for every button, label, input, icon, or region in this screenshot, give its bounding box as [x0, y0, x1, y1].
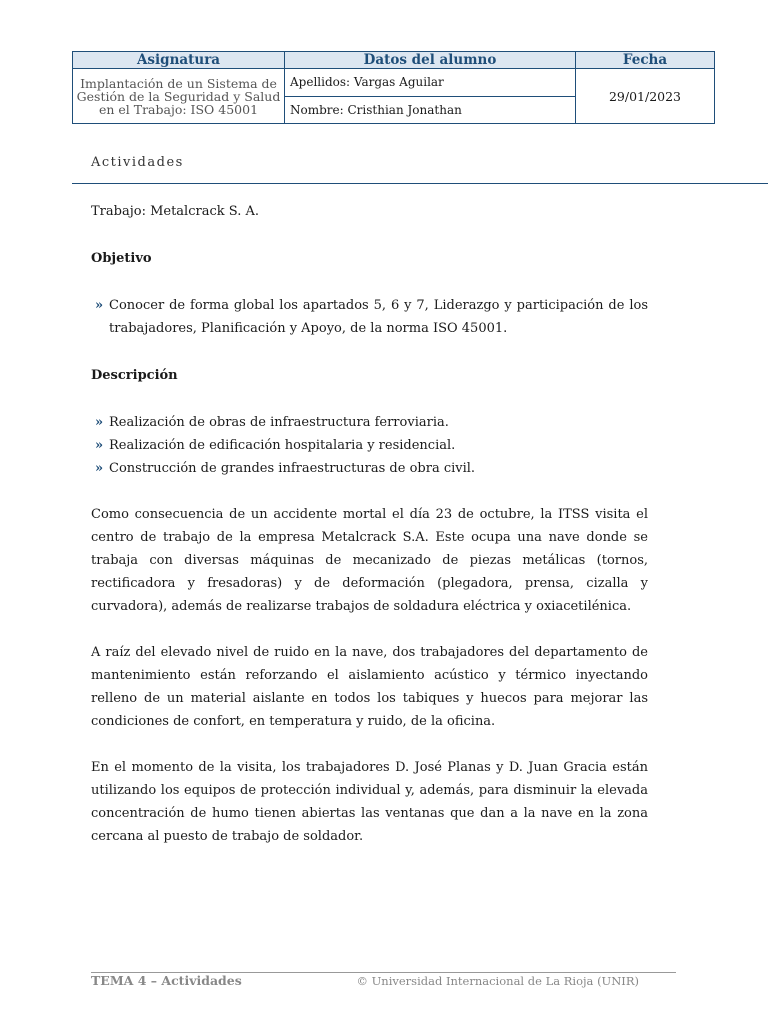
student-surname: Apellidos: Vargas Aguilar	[285, 69, 576, 97]
bullet-icon: »	[95, 461, 104, 476]
header-date-label: Fecha	[576, 52, 715, 69]
list-item: » Realización de obras de infraestructura ferroviaria.	[91, 411, 648, 434]
document-body	[91, 200, 648, 848]
description-heading: Descripción	[91, 368, 178, 383]
objective-heading: Objetivo	[91, 251, 152, 266]
submission-date: 29/01/2023	[576, 69, 715, 124]
section-divider	[72, 183, 768, 184]
subject-name: Implantación de un Sistema de Gestión de la Seguridad y Salud en el Trabajo: ISO 45001	[73, 69, 285, 124]
paragraph: Como consecuencia de un accidente mortal el día 23 de octubre, la ITSS visita el centro de trabajo de la empresa Metalcrack S.A. Este ocupa una nave donde se trabaja con diversas máquinas de mecanizado de piezas metálicas (tornos, rectificadora y fresadoras) y de deformación (plegadora, prensa, cizalla y curvadora), además de realizarse trabajos de soldadura eléctrica y oxiacetilénica.	[91, 507, 648, 614]
footer-copyright: © Universidad Internacional de La Rioja (UNIR)	[356, 974, 639, 988]
list-item: » Conocer de forma global los apartados 5, 6 y 7, Liderazgo y participación de los trabajadores, Planificación y Apoyo, de la norma ISO 45001.	[91, 294, 648, 340]
description-list	[91, 411, 648, 480]
paragraph: A raíz del elevado nivel de ruido en la nave, dos trabajadores del departamento de mantenimiento están reforzando el aislamiento acústico y térmico inyectando relleno de un material aislante en todos los tabiques y huecos para mejorar las condiciones de confort, en temperatura y ruido, de la oficina.	[91, 645, 648, 729]
footer-topic: TEMA 4 – Actividades	[91, 973, 242, 988]
header-table	[72, 51, 715, 124]
section-title: Actividades	[91, 155, 184, 170]
student-name: Nombre: Cristhian Jonathan	[285, 96, 576, 124]
bullet-icon: »	[95, 415, 104, 430]
work-title: Trabajo: Metalcrack S. A.	[91, 204, 259, 219]
bullet-icon: »	[95, 298, 104, 313]
paragraph: En el momento de la visita, los trabajadores D. José Planas y D. Juan Gracia están utilizando los equipos de protección individual y, además, para disminuir la elevada concentración de humo tienen abiertas las ventanas que dan a la nave en la zona cercana al puesto de trabajo de soldador.	[91, 760, 648, 844]
header-student-label: Datos del alumno	[285, 52, 576, 69]
objective-list	[91, 294, 648, 340]
bullet-icon: »	[95, 438, 104, 453]
list-item: » Construcción de grandes infraestructuras de obra civil.	[91, 457, 648, 480]
header-subject-label: Asignatura	[73, 52, 285, 69]
list-item: » Realización de edificación hospitalaria y residencial.	[91, 434, 648, 457]
